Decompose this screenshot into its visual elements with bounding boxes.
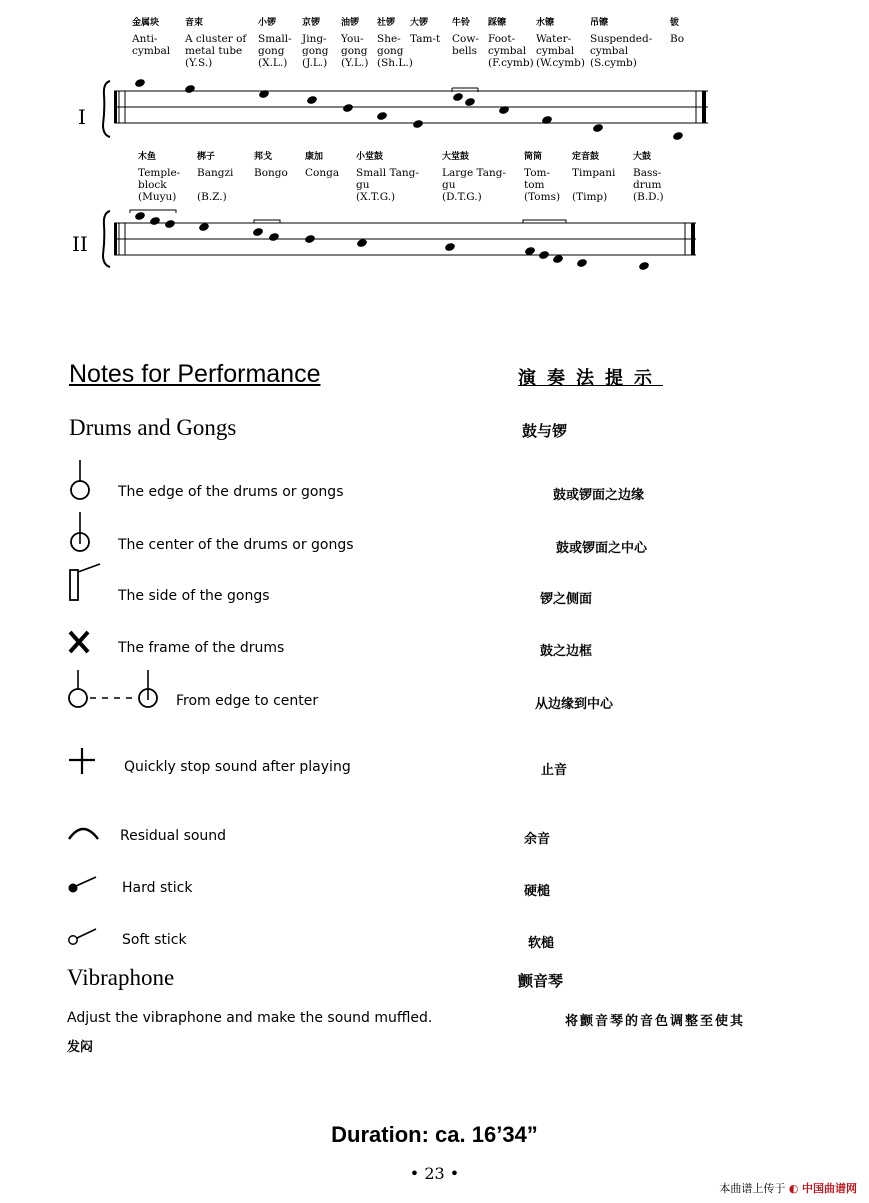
note-side-text: The side of the gongs	[118, 588, 270, 604]
staff2-instrument: 筒筒 Tom- tom (Toms)	[524, 152, 561, 203]
note-soft-stick-zh: 软槌	[528, 936, 555, 951]
footer-prefix: 本曲谱上传于	[719, 1182, 786, 1195]
staff2-instrument: 梆子 Bangzi (B.Z.)	[197, 152, 234, 203]
staff2-instrument: 康加 Conga	[305, 152, 340, 179]
notes-title-zh: 演奏法提示	[518, 368, 663, 389]
staff2-instrument: 木鱼 Temple- block (Muyu)	[138, 152, 181, 203]
staff2-instrument: 定音鼓 Timpani (Timp)	[572, 152, 616, 203]
staff2-instrument: 邦戈 Bongo	[254, 152, 288, 179]
staff1-instrument: 水镲 Water- cymbal (W.cymb)	[536, 18, 585, 69]
note-edge-zh: 鼓或锣面之边缘	[553, 488, 645, 503]
staff2-instrument: 小堂鼓 Small Tang- gu (X.T.G.)	[356, 152, 419, 203]
staff1-instrument: 音束 A cluster of metal tube (Y.S.)	[185, 18, 247, 69]
gong-side-icon	[66, 562, 106, 604]
vibraphone-heading: Vibraphone	[67, 965, 175, 990]
staff1-instrument: 社锣 She- gong (Sh.L.)	[377, 18, 413, 69]
staff1-label: I	[78, 105, 86, 129]
footer-logo-icon: ◐	[788, 1182, 799, 1195]
staff1-instrument: 京锣 Jing- gong (J.L.)	[302, 18, 329, 69]
drums-gongs-heading: Drums and Gongs	[69, 415, 237, 440]
note-hard-stick-zh: 硬槌	[524, 884, 551, 899]
stick-edge-icon	[66, 458, 96, 502]
note-edge-to-center-text: From edge to center	[176, 693, 319, 709]
staff2-score	[100, 205, 710, 275]
vibraphone-heading-zh: 颤音琴	[518, 972, 564, 990]
vibraphone-text-zh: 将颤音琴的音色调整至使其	[565, 1014, 746, 1029]
footer-brand: 中国曲谱网	[802, 1182, 857, 1195]
staff1-instrument: 吊镲 Suspended- cymbal (S.cymb)	[590, 18, 653, 69]
note-soft-stick-text: Soft stick	[122, 932, 187, 948]
staff1-instrument: 大锣 Tam-t	[410, 18, 441, 45]
note-residual-zh: 余音	[524, 832, 551, 847]
plus-stop-icon	[68, 748, 98, 776]
duration: Duration: ca. 16’34”	[331, 1122, 538, 1147]
notes-title: Notes for Performance	[69, 360, 321, 388]
vibraphone-text: Adjust the vibraphone and make the sound muffled.	[67, 1010, 433, 1026]
soft-stick-icon	[66, 926, 100, 948]
arc-icon	[66, 822, 102, 842]
note-edge-to-center-zh: 从边缘到中心	[535, 697, 614, 712]
note-frame-zh: 鼓之边框	[540, 644, 593, 659]
note-center-text: The center of the drums or gongs	[118, 537, 354, 553]
staff2-instrument: 大鼓 Bass- drum (B.D.)	[633, 152, 664, 203]
note-edge-text: The edge of the drums or gongs	[118, 484, 344, 500]
note-side-zh: 锣之侧面	[540, 592, 593, 607]
staff1-instrument: 小锣 Small- gong (X.L.)	[258, 18, 292, 69]
staff2-instrument: 大堂鼓 Large Tang- gu (D.T.G.)	[442, 152, 507, 203]
staff1-score	[100, 75, 720, 145]
stick-center-icon	[66, 510, 96, 554]
note-residual-text: Residual sound	[120, 828, 227, 844]
staff1-instrument: 牛铃 Cow- bells	[452, 18, 479, 57]
edge-to-center-icon	[64, 668, 160, 712]
note-hard-stick-text: Hard stick	[122, 880, 193, 896]
x-mark-icon	[66, 628, 94, 656]
note-stop-zh: 止音	[541, 763, 568, 778]
staff2-label: II	[72, 232, 88, 256]
staff1-instrument: 钹 Bo	[670, 18, 685, 45]
drums-gongs-heading-zh: 鼓与锣	[522, 422, 568, 440]
staff1-instrument: 金属块 Anti- cymbal	[132, 18, 171, 57]
page-number: • 23 •	[409, 1164, 460, 1183]
note-stop-text: Quickly stop sound after playing	[124, 759, 351, 775]
upload-source-footer	[719, 1180, 857, 1196]
staff1-instrument: 油锣 You- gong (Y.L.)	[341, 18, 369, 69]
hard-stick-icon	[66, 874, 100, 896]
staff1-instrument: 踩镲 Foot- cymbal (F.cymb)	[488, 18, 534, 69]
vibraphone-text-zh-cont: 发闷	[67, 1040, 94, 1055]
instrument-legend-staves	[0, 0, 869, 290]
note-frame-text: The frame of the drums	[118, 640, 285, 656]
note-center-zh: 鼓或锣面之中心	[556, 541, 648, 556]
